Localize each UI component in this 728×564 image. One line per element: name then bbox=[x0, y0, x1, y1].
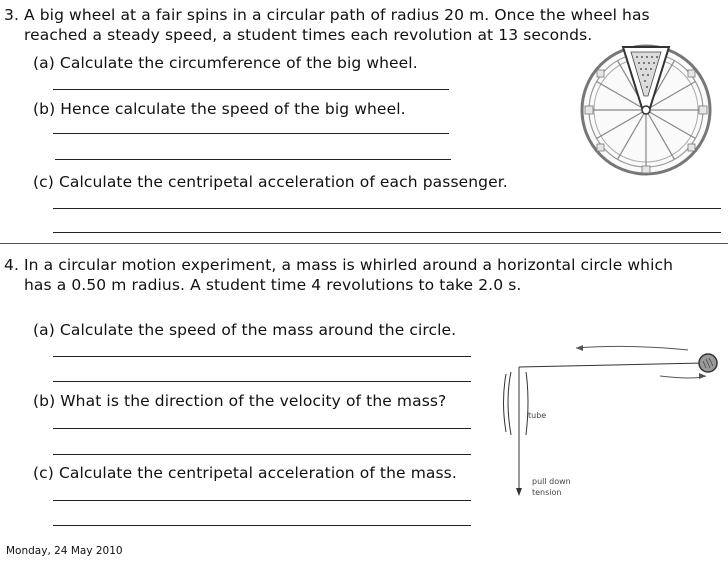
q3-b-answer-line-1[interactable] bbox=[53, 133, 449, 134]
q3-stem-line1: A big wheel at a fair spins in a circular path of radius 20 m. Once the wheel has bbox=[24, 6, 650, 24]
section-divider bbox=[0, 243, 728, 244]
tube-label: tube bbox=[528, 411, 547, 420]
q4-stem-line2: has a 0.50 m radius. A student time 4 revolutions to take 2.0 s. bbox=[24, 276, 522, 294]
q4-b-answer-line-2[interactable] bbox=[53, 454, 471, 455]
q4-stem-line1: In a circular motion experiment, a mass is whirled around a horizontal circle which bbox=[24, 256, 674, 274]
q3-c-answer-line-2[interactable] bbox=[53, 232, 721, 233]
q3-number: 3. bbox=[4, 6, 19, 24]
q4-a-answer-line-2[interactable] bbox=[53, 381, 471, 382]
q4-c-answer-line-1[interactable] bbox=[53, 500, 471, 501]
q4-c-answer-line-2[interactable] bbox=[53, 525, 471, 526]
pull-label-line2: tension bbox=[532, 488, 562, 497]
q3-part-b: (b) Hence calculate the speed of the big wheel. bbox=[33, 100, 406, 118]
q3-part-a: (a) Calculate the circumference of the big wheel. bbox=[33, 54, 418, 72]
q3-c-answer-line-1[interactable] bbox=[53, 208, 721, 209]
big-wheel-diagram bbox=[579, 42, 713, 176]
q3-a-answer-line[interactable] bbox=[53, 89, 449, 90]
q4-part-b: (b) What is the direction of the velocity of the mass? bbox=[33, 392, 447, 410]
q3-stem-line2: reached a steady speed, a student times each revolution at 13 seconds. bbox=[24, 26, 593, 44]
footer-date: Monday, 24 May 2010 bbox=[6, 545, 123, 557]
q4-number: 4. bbox=[4, 256, 19, 274]
q4-a-answer-line-1[interactable] bbox=[53, 356, 471, 357]
q3-part-c: (c) Calculate the centripetal acceleration of each passenger. bbox=[33, 173, 508, 191]
q4-part-a: (a) Calculate the speed of the mass around the circle. bbox=[33, 321, 457, 339]
pull-label-line1: pull down bbox=[532, 477, 571, 486]
whirling-mass-diagram bbox=[500, 340, 725, 510]
q4-b-answer-line-1[interactable] bbox=[53, 428, 471, 429]
q4-part-c: (c) Calculate the centripetal acceleration of the mass. bbox=[33, 464, 457, 482]
q3-b-answer-line-2[interactable] bbox=[55, 159, 451, 160]
